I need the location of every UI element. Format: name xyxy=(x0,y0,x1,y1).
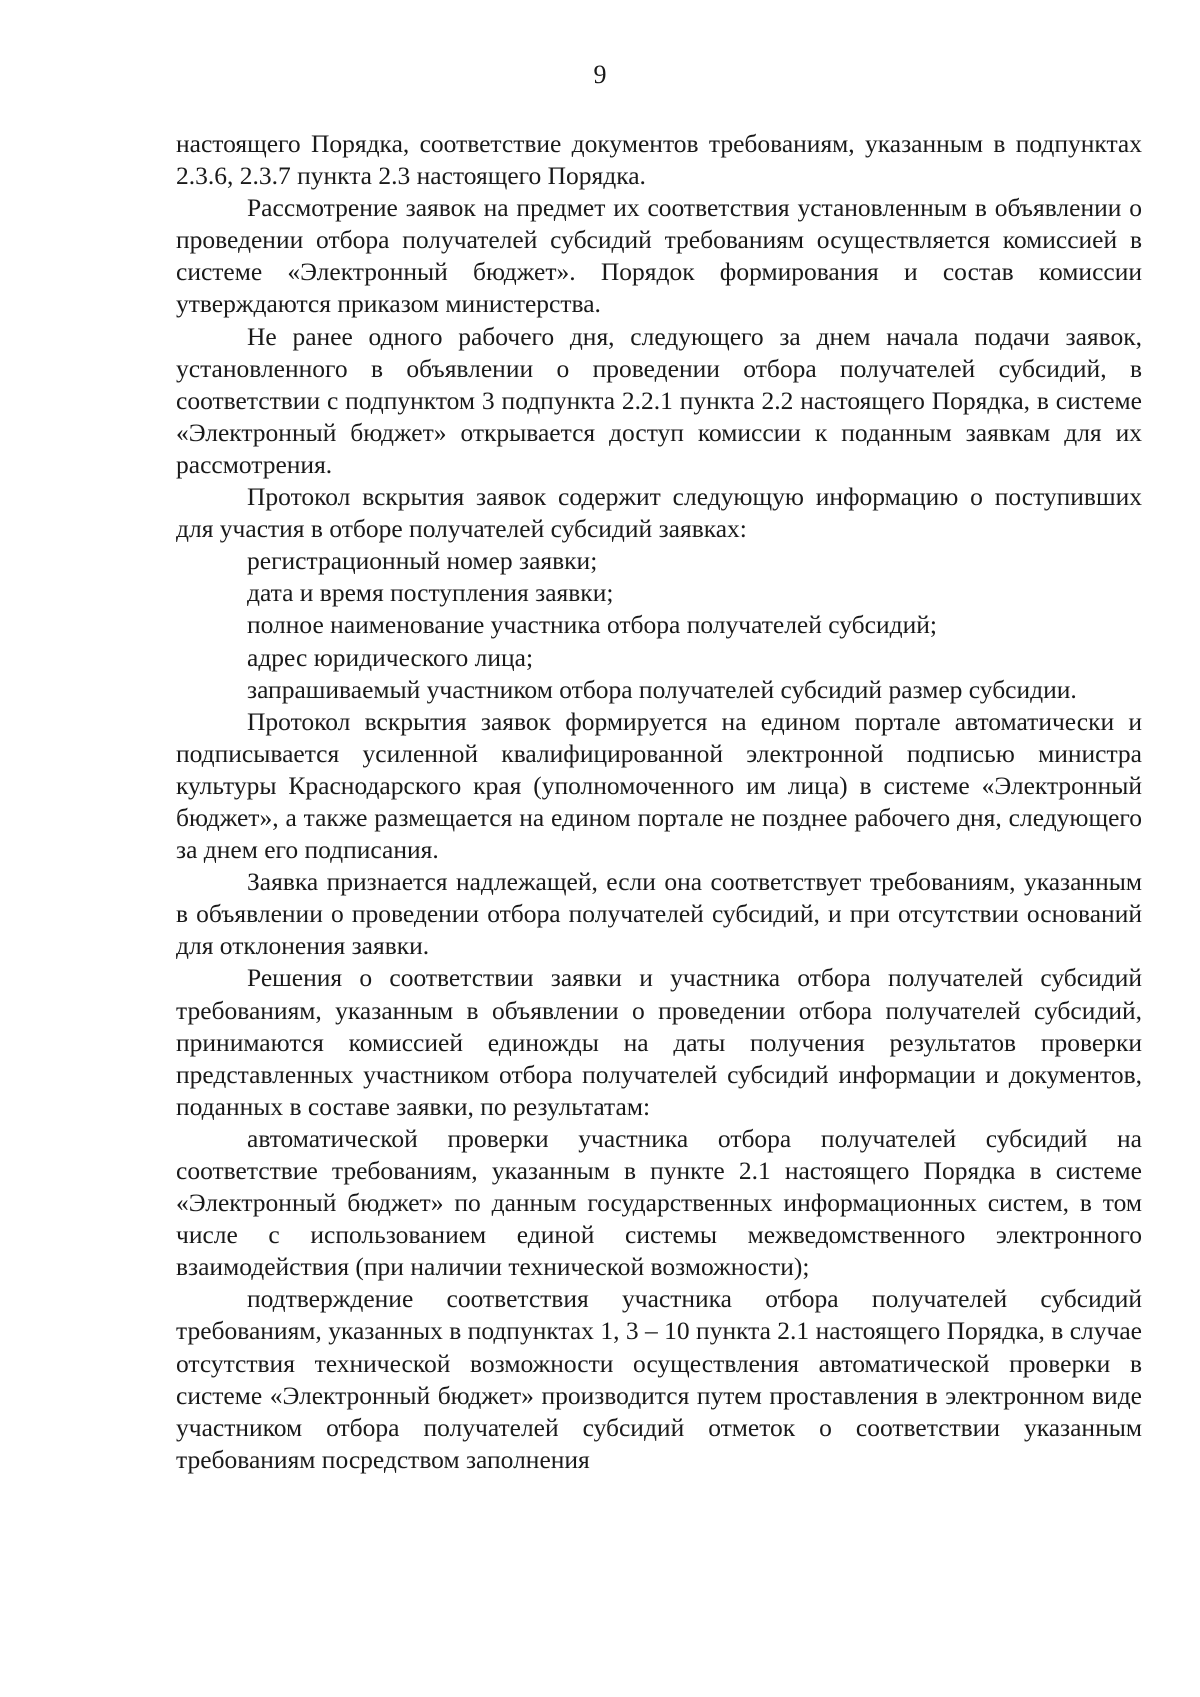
paragraph: автоматической проверки участника отбора получателей субсидий на соответствие требованиям, указанным в пункте 2.1 настоящего Порядка в системе «Электронный бюджет» по данным государственных информационных систем, в том числе с использованием единой системы межведомственного электронного взаимодействия (при наличии технической возможности); xyxy=(176,1123,1142,1282)
paragraph: Протокол вскрытия заявок содержит следующую информацию о поступивших для участия в отборе получателей субсидий заявках: xyxy=(176,482,1142,544)
list-item: дата и время поступления заявки; xyxy=(247,578,614,608)
paragraph: Решения о соответствии заявки и участника отбора получателей субсидий требованиям, указанным в объявлении о проведении отбора получателей субсидий, принимаются комиссией единожды на даты получения результатов проверки представленных участником отбора получателей субсидий информации и документов, поданных в составе заявки, по результатам: xyxy=(176,963,1142,1121)
list-item: запрашиваемый участником отбора получателей субсидий размер субсидии. xyxy=(247,674,1077,704)
list-item: адрес юридического лица; xyxy=(247,642,534,672)
list-item: полное наименование участника отбора получателей субсидий; xyxy=(247,610,937,640)
page-number: 9 xyxy=(593,60,607,89)
document-body xyxy=(176,128,1142,1476)
paragraph: Не ранее одного рабочего дня, следующего за днем начала подачи заявок, установленного в объявлении о проведении отбора получателей субсидий, в соответствии с подпунктом 3 подпункта 2.2.1 пункта 2.2 настоящего Порядка, в системе «Электронный бюджет» открывается доступ комиссии к поданным заявкам для их рассмотрения. xyxy=(176,321,1142,479)
paragraph: Рассмотрение заявок на предмет их соответствия установленным в объявлении о проведении отбора получателей субсидий требованиям осуществляется комиссией в системе «Электронный бюджет». Порядок формирования и состав комиссии утверждаются приказом министерства. xyxy=(176,193,1142,319)
paragraph: подтверждение соответствия участника отбора получателей субсидий требованиям, указанных в подпунктах 1, 3 – 10 пункта 2.1 настоящего Порядка, в случае отсутствия технической возможности осуществления автоматической проверки в системе «Электронный бюджет» производится путем проставления в электронном виде участником отбора получателей субсидий отметок о соответствии указанным требованиям посредством заполнения xyxy=(176,1284,1142,1474)
paragraph: Заявка признается надлежащей, если она соответствует требованиям, указанным в объявлении о проведении отбора получателей субсидий, и при отсутствии оснований для отклонения заявки. xyxy=(176,867,1142,961)
paragraph: настоящего Порядка, соответствие документов требованиям, указанным в подпунктах 2.3.6, 2.3.7 пункта 2.3 настоящего Порядка. xyxy=(176,129,1142,191)
list-item: регистрационный номер заявки; xyxy=(247,546,598,576)
paragraph: Протокол вскрытия заявок формируется на едином портале автоматически и подписывается усиленной квалифицированной электронной подписью министра культуры Краснодарского края (уполномоченного им лица) в системе «Электронный бюджет», а также размещается на едином портале не позднее рабочего дня, следующего за днем его подписания. xyxy=(176,706,1142,865)
